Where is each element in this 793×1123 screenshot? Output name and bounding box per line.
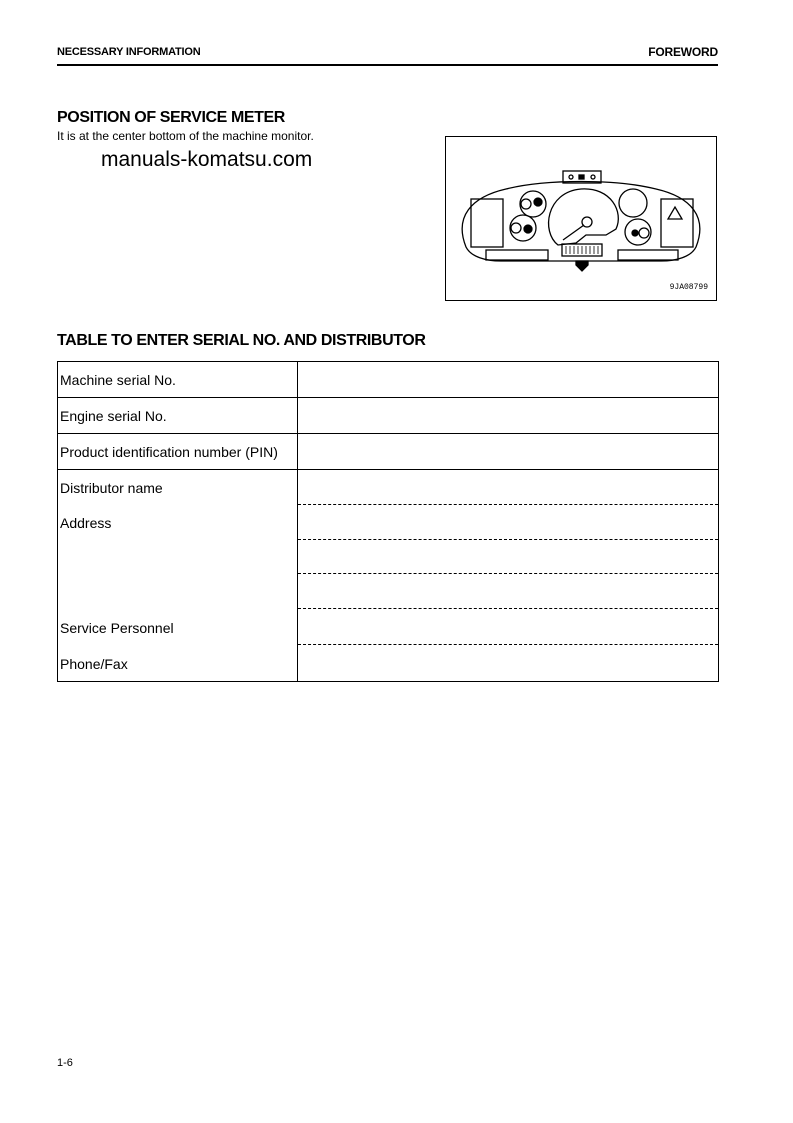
row-divider <box>58 469 718 470</box>
label-distributor-name: Distributor name <box>60 480 163 496</box>
service-meter-description: It is at the center bottom of the machine monitor. <box>57 129 314 143</box>
column-divider <box>297 362 298 681</box>
figure-id: 9JA08799 <box>669 283 708 292</box>
machine-monitor-figure <box>445 136 717 301</box>
dashed-line <box>298 608 718 609</box>
dashed-line <box>298 504 718 505</box>
label-address: Address <box>60 515 112 531</box>
dashed-line <box>298 644 718 645</box>
machine-monitor-illustration <box>446 137 716 300</box>
label-pin: Product identification number (PIN) <box>60 444 278 460</box>
label-service-personnel: Service Personnel <box>60 620 174 636</box>
header-chapter-name: FOREWORD <box>648 45 718 59</box>
header-section-name: NECESSARY INFORMATION <box>57 46 201 58</box>
section-title-serial-table: TABLE TO ENTER SERIAL NO. AND DISTRIBUTOR <box>57 332 426 349</box>
section-title-service-meter: POSITION OF SERVICE METER <box>57 109 285 126</box>
serial-distributor-table <box>57 361 719 682</box>
dashed-line <box>298 573 718 574</box>
label-phone-fax: Phone/Fax <box>60 656 128 672</box>
label-engine-serial: Engine serial No. <box>60 408 167 424</box>
watermark: manuals-komatsu.com <box>101 148 313 171</box>
row-divider <box>58 397 718 398</box>
page-number: 1-6 <box>57 1057 73 1069</box>
row-divider <box>58 433 718 434</box>
dashed-line <box>298 539 718 540</box>
header-rule <box>57 64 718 66</box>
label-machine-serial: Machine serial No. <box>60 372 176 388</box>
